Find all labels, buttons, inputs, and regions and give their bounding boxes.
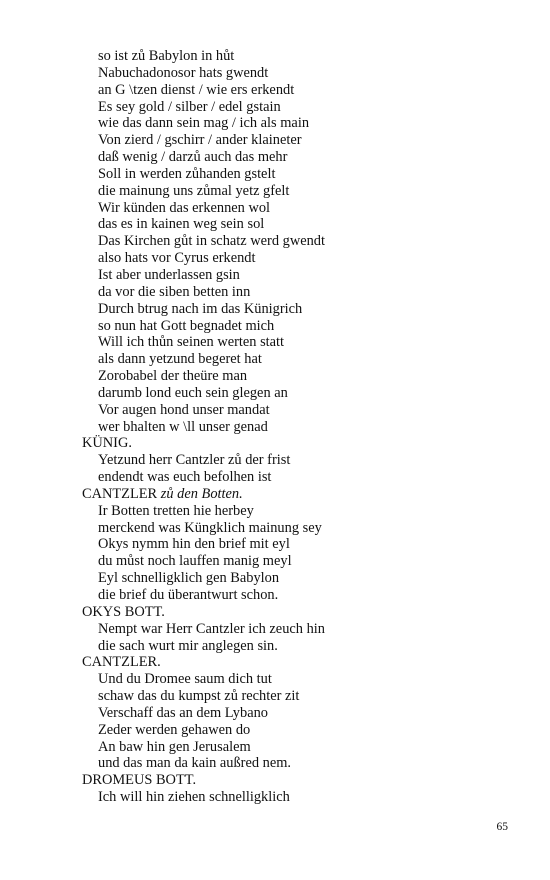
verse-line: Eyl schnelligklich gen Babylon [98,570,280,587]
speaker-name: KÜNIG. [82,435,132,452]
verse-line: daß wenig / darzů auch das mehr [98,149,288,166]
speaker-name: OKYS BOTT. [82,603,165,620]
verse-line: Yetzund herr Cantzler zů der frist [98,452,291,469]
verse-line: darumb lond euch sein glegen an [98,384,288,401]
verse-line: Wir künden das erkennen wol [98,199,271,216]
verse-line: also hats vor Cyrus erkendt [98,250,256,267]
verse-line: Ich will hin ziehen schnelligklich [98,789,290,806]
verse-line: Nempt war Herr Cantzler ich zeuch hin [98,620,325,637]
stage-direction: zů den Botten. [160,485,243,502]
speaker-name: CANTZLER. [82,654,161,671]
speaker-heading [82,604,522,621]
verse-line: als dann yetzund begeret hat [98,351,262,368]
speaker-name: CANTZLER [82,485,158,502]
verse-line: wer bhalten w \ll unser genad [98,418,268,435]
speaker-heading [82,772,522,789]
verse-line: Das Kirchen gůt in schatz werd gwendt [98,233,325,250]
speaker-heading [82,654,522,671]
verse-line: Durch btrug nach im das Künigrich [98,300,303,317]
verse-line: merckend was Küngklich mainung sey [98,519,322,536]
verse-line: da vor die siben betten inn [98,283,251,300]
verse-line: Okys nymm hin den brief mit eyl [98,536,290,553]
verse-line: An baw hin gen Jerusalem [98,738,251,755]
verse-line: endendt was euch befolhen ist [98,469,272,486]
verse-line: Nabuchadonosor hats gwendt [98,64,269,81]
verse-line: die brief du überantwurt schon. [98,587,279,603]
verse-line: schaw das du kumpst zů rechter zit [98,688,300,705]
verse-line: Ist aber underlassen gsin [98,266,240,283]
verse-line: so nun hat Gott begnadet mich [98,317,275,334]
verse-line: die mainung uns zůmal yetz gfelt [98,182,290,199]
verse-line: wie das dann sein mag / ich als main [98,115,310,132]
verse-line: Vor augen hond unser mandat [98,401,270,418]
verse-line: Zeder werden gehawen do [98,721,251,738]
verse-line: Soll in werden zůhanden gstelt [98,165,276,182]
speaker-heading [82,435,522,452]
play-text [82,48,522,806]
speaker-name: DROMEUS BOTT. [82,772,197,789]
verse-line: Will ich thůn seinen werten statt [98,334,285,351]
verse-line: du můst noch lauffen manig meyl [98,553,292,570]
verse-line: und das man da kain außred nem. [98,755,292,772]
page-number: 65 [496,821,508,833]
speaker-heading [82,486,522,503]
verse-line: Und du Dromee saum dich tut [98,671,272,688]
verse-line: Ir Botten tretten hie herbey [98,502,254,519]
verse-line: Es sey gold / silber / edel gstain [98,98,281,115]
verse-line: an G \tzen dienst / wie ers erkendt [98,81,295,98]
verse-line: die sach wurt mir anglegen sin. [98,637,278,654]
verse-line: so ist zů Babylon in hůt [98,48,235,64]
verse-line: Von zierd / gschirr / ander klaineter [98,132,302,149]
verse-line: das es in kainen weg sein sol [98,216,265,233]
verse-line: Zorobabel der theüre man [98,368,248,385]
verse-line: Verschaff das an dem Lybano [98,704,268,721]
